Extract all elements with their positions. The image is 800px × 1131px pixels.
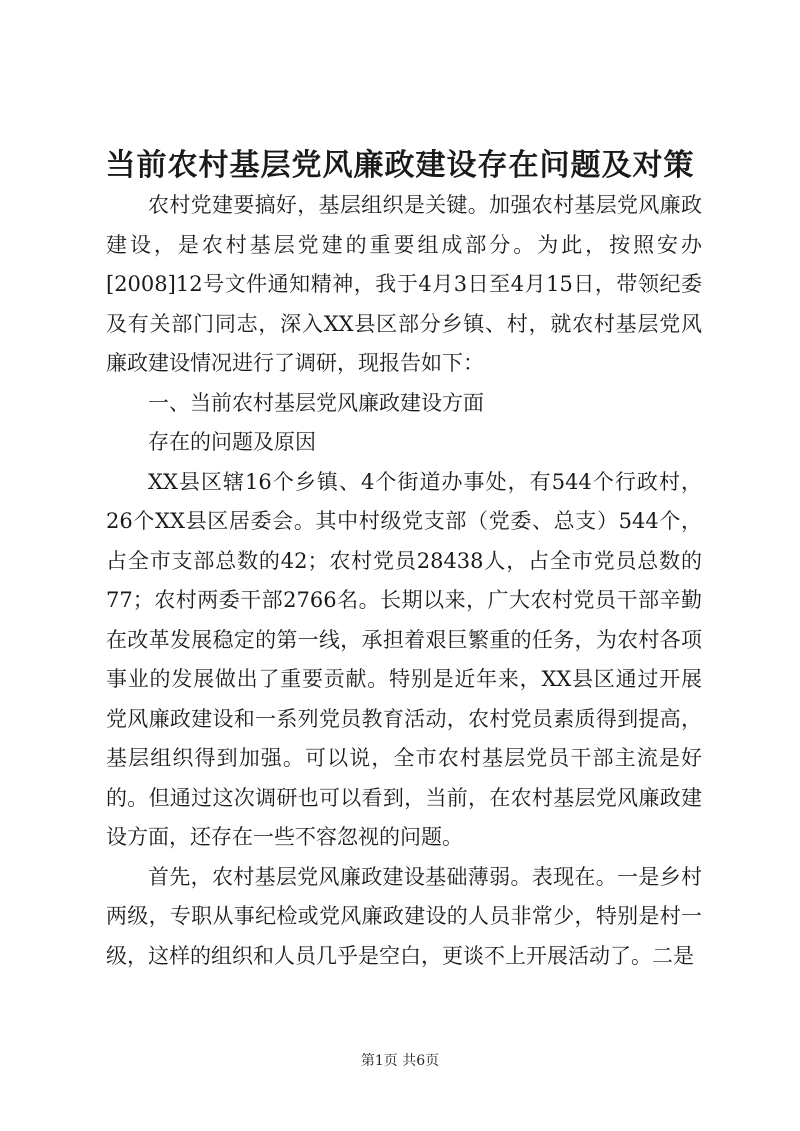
paragraph-intro: 农村党建要搞好，基层组织是关键。加强农村基层党风廉政建设，是农村基层党建的重要组成部分。为此，按照安办[2008]12号文件通知精神，我于4月3日至4月15日，带领纪委及有关部门同志，深入XX县区部分乡镇、村，就农村基层党风廉政建设情况进行了调研，现报告如下： bbox=[106, 193, 702, 375]
document-body bbox=[106, 186, 702, 976]
document-title: 当前农村基层党风廉政建设存在问题及对策 bbox=[105, 148, 695, 183]
paragraph-overview: XX县区辖16个乡镇、4个街道办事处，有544个行政村，26个XX县区居委会。其中村级党支部（党委、总支）544个，占全市支部总数的42；农村党员28438人，占全市党员总数的77；农村两委干部2766名。长期以来，广大农村党员干部辛勤在改革发展稳定的第一线，承担着艰巨繁重的任务，为农村各项事业的发展做出了重要贡献。特别是近年来，XX县区通过开展党风廉政建设和一系列党员教育活动，农村党员素质得到提高，基层组织得到加强。可以说，全市农村基层党员干部主流是好的。但通过这次调研也可以看到，当前，在农村基层党风廉政建设方面，还存在一些不容忽视的问题。 bbox=[106, 469, 702, 849]
section-heading-line-1: 一、当前农村基层党风廉政建设方面 bbox=[148, 390, 484, 415]
section-heading-line-2: 存在的问题及原因 bbox=[148, 430, 316, 454]
page-number: 第1页 共6页 bbox=[360, 1053, 440, 1069]
paragraph-first-issue: 首先，农村基层党风廉政建设基础薄弱。表现在。一是乡村两级，专职从事纪检或党风廉政建设的人员非常少，特别是村一级，这样的组织和人员几乎是空白，更谈不上开展活动了。二是 bbox=[106, 864, 702, 968]
